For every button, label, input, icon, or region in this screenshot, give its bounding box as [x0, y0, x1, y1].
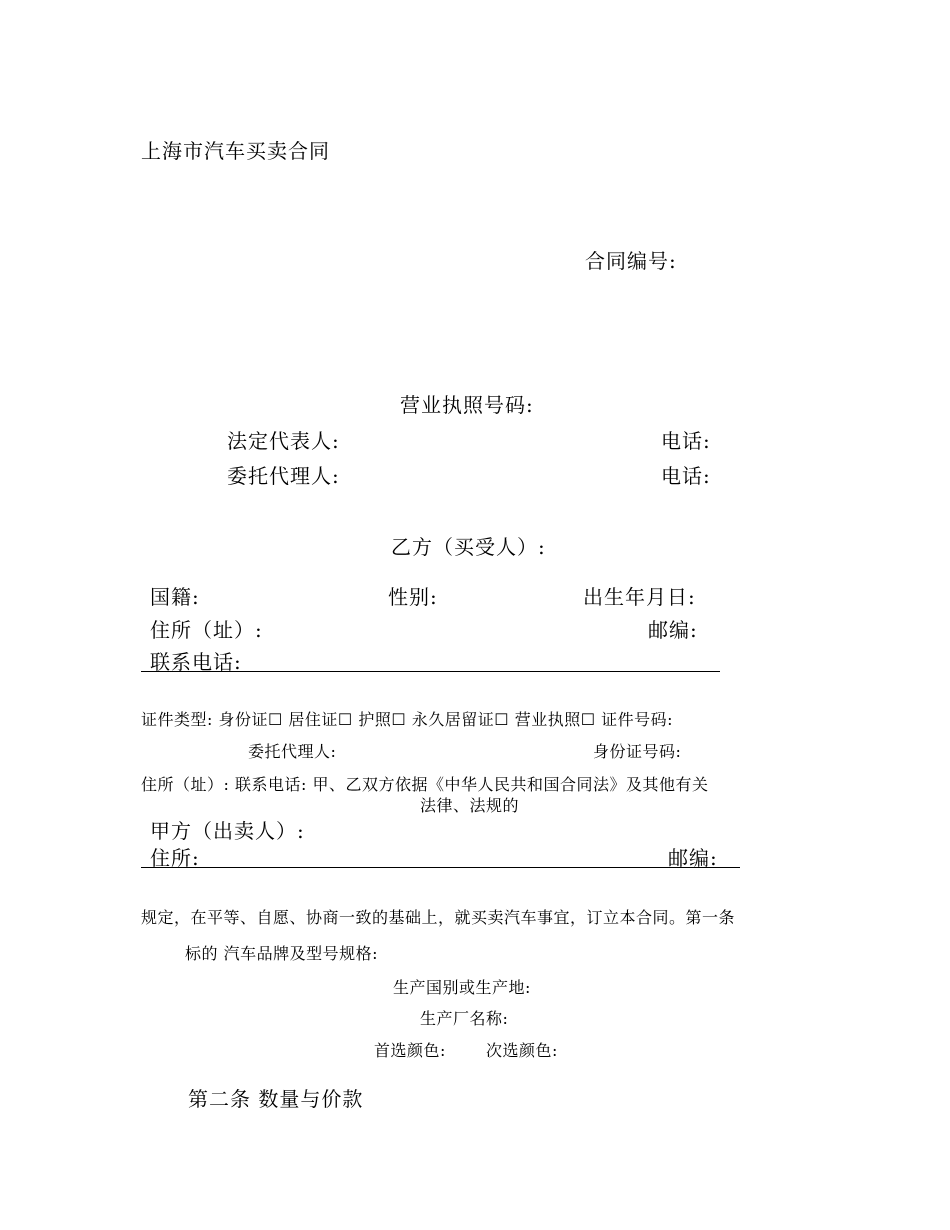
party-a-heading: 甲方（出卖人）: — [150, 819, 305, 843]
underline-rule-b — [141, 671, 720, 672]
article-two-heading: 第二条 数量与价款 — [188, 1087, 364, 1111]
agent-label-b: 委托代理人: — [248, 742, 337, 761]
address-contact-line: 住所（址）: 联系电话: 甲、乙双方依据《中华人民共和国合同法》及其他有关 — [141, 775, 709, 794]
clause-intro-line: 规定，在平等、自愿、协商一致的基础上，就买卖汽车事宜，订立本合同。第一条 — [141, 908, 736, 927]
underline-rule-a — [141, 867, 740, 868]
zip-label-b: 邮编: — [648, 618, 698, 642]
agent-label-a: 委托代理人: — [227, 464, 340, 488]
zip-label-a: 邮编: — [668, 846, 718, 870]
brand-model-label: 标的 汽车品牌及型号规格: — [185, 944, 378, 963]
document-title: 上海市汽车买卖合同 — [141, 139, 330, 163]
gender-label: 性别: — [388, 585, 438, 609]
law-continuation-line: 法律、法规的 — [420, 796, 520, 815]
address-label-b: 住所（址）: — [150, 618, 263, 642]
party-b-heading: 乙方（买受人）: — [391, 535, 546, 559]
id-type-options: 证件类型: 身份证☐ 居住证☐ 护照☐ 永久居留证☐ 营业执照☐ 证件号码: — [141, 710, 674, 729]
origin-label: 生产国别或生产地: — [393, 978, 531, 997]
phone-label-b: 电话: — [661, 464, 711, 488]
second-color-label: 次选颜色: — [486, 1041, 558, 1060]
contract-number-label: 合同编号: — [585, 249, 677, 273]
id-number-label: 身份证号码: — [593, 742, 682, 761]
phone-label-a: 电话: — [661, 429, 711, 453]
first-color-label: 首选颜色: — [374, 1041, 446, 1060]
business-license-label: 营业执照号码: — [400, 393, 534, 417]
birth-date-label: 出生年月日: — [583, 585, 696, 609]
contact-phone-label-b: 联系电话: — [150, 650, 242, 674]
address-label-a: 住所: — [150, 846, 200, 870]
nationality-label: 国籍: — [150, 585, 200, 609]
legal-representative-label: 法定代表人: — [227, 429, 340, 453]
manufacturer-label: 生产厂名称: — [420, 1009, 509, 1028]
